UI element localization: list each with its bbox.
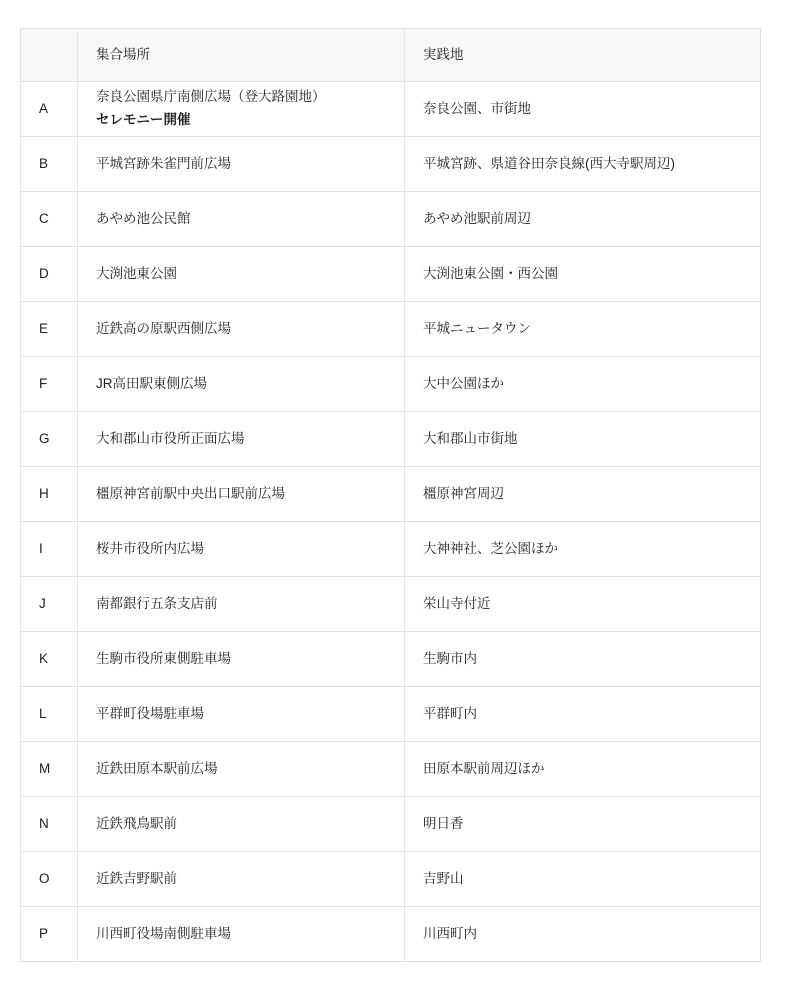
activity-area-cell: 奈良公園、市街地 bbox=[405, 82, 761, 137]
meeting-place-cell bbox=[78, 522, 405, 577]
table-row bbox=[21, 577, 761, 632]
table-row bbox=[21, 247, 761, 302]
meeting-place-note: セレモニー開催 bbox=[96, 112, 191, 127]
activity-area-cell: 平城ニュータウン bbox=[405, 302, 761, 357]
row-key: D bbox=[21, 247, 78, 302]
table-row bbox=[21, 357, 761, 412]
table-row bbox=[21, 467, 761, 522]
meeting-place-cell bbox=[78, 687, 405, 742]
row-key: K bbox=[21, 632, 78, 687]
activity-area-cell: 橿原神宮周辺 bbox=[405, 467, 761, 522]
meeting-place-cell bbox=[78, 82, 405, 137]
table-row bbox=[21, 82, 761, 137]
meeting-place-text: 大渕池東公園 bbox=[96, 265, 177, 281]
row-key: H bbox=[21, 467, 78, 522]
table-row bbox=[21, 687, 761, 742]
activity-area-cell: 大神神社、芝公園ほか bbox=[405, 522, 761, 577]
table-row bbox=[21, 522, 761, 577]
row-key: L bbox=[21, 687, 78, 742]
meeting-place-text: 橿原神宮前駅中央出口駅前広場 bbox=[96, 485, 285, 501]
table-header bbox=[21, 29, 761, 82]
table-row bbox=[21, 797, 761, 852]
meeting-place-text: 川西町役場南側駐車場 bbox=[96, 925, 231, 941]
row-key: C bbox=[21, 192, 78, 247]
activity-area-cell: 栄山寺付近 bbox=[405, 577, 761, 632]
column-header-meeting-place: 集合場所 bbox=[78, 29, 405, 82]
row-key: G bbox=[21, 412, 78, 467]
meeting-place-cell bbox=[78, 577, 405, 632]
meeting-place-cell bbox=[78, 247, 405, 302]
row-key: E bbox=[21, 302, 78, 357]
meeting-place-text: 近鉄田原本駅前広場 bbox=[96, 760, 218, 776]
meeting-place-text: 近鉄吉野駅前 bbox=[96, 870, 177, 886]
table-row bbox=[21, 742, 761, 797]
column-header-key bbox=[21, 29, 78, 82]
meeting-place-cell bbox=[78, 467, 405, 522]
column-header-activity-area: 実践地 bbox=[405, 29, 761, 82]
row-key: B bbox=[21, 137, 78, 192]
row-key: O bbox=[21, 852, 78, 907]
meeting-place-text: 近鉄飛鳥駅前 bbox=[96, 815, 177, 831]
activity-area-cell: 平城宮跡、県道谷田奈良線(西大寺駅周辺) bbox=[405, 137, 761, 192]
meeting-place-text: 平城宮跡朱雀門前広場 bbox=[96, 155, 231, 171]
meeting-place-cell bbox=[78, 357, 405, 412]
meeting-place-cell bbox=[78, 137, 405, 192]
meeting-place-cell bbox=[78, 852, 405, 907]
table-row bbox=[21, 632, 761, 687]
meeting-place-cell bbox=[78, 412, 405, 467]
meeting-place-text: 近鉄高の原駅西側広場 bbox=[96, 320, 231, 336]
table-row bbox=[21, 852, 761, 907]
table-row bbox=[21, 412, 761, 467]
activity-area-cell: あやめ池駅前周辺 bbox=[405, 192, 761, 247]
meeting-place-cell bbox=[78, 797, 405, 852]
table-row bbox=[21, 907, 761, 962]
table-body bbox=[21, 82, 761, 962]
meeting-place-text: あやめ池公民館 bbox=[96, 210, 191, 226]
row-key: A bbox=[21, 82, 78, 137]
activity-area-cell: 明日香 bbox=[405, 797, 761, 852]
meeting-place-text: 南都銀行五条支店前 bbox=[96, 595, 218, 611]
meeting-place-text: JR高田駅東側広場 bbox=[96, 375, 207, 391]
activity-area-cell: 川西町内 bbox=[405, 907, 761, 962]
meeting-place-text: 大和郡山市役所正面広場 bbox=[96, 430, 245, 446]
table-row bbox=[21, 302, 761, 357]
meeting-place-text: 平群町役場駐車場 bbox=[96, 705, 204, 721]
row-key: J bbox=[21, 577, 78, 632]
activity-area-cell: 大和郡山市街地 bbox=[405, 412, 761, 467]
activity-area-cell: 生駒市内 bbox=[405, 632, 761, 687]
activity-area-cell: 吉野山 bbox=[405, 852, 761, 907]
meeting-places-table bbox=[20, 28, 761, 962]
activity-area-cell: 平群町内 bbox=[405, 687, 761, 742]
meeting-place-cell bbox=[78, 632, 405, 687]
meeting-place-text: 奈良公園県庁南側広場（登大路園地） bbox=[96, 89, 326, 105]
row-key: P bbox=[21, 907, 78, 962]
table-row bbox=[21, 137, 761, 192]
row-key: F bbox=[21, 357, 78, 412]
row-key: M bbox=[21, 742, 78, 797]
activity-area-cell: 田原本駅前周辺ほか bbox=[405, 742, 761, 797]
meeting-place-text: 生駒市役所東側駐車場 bbox=[96, 650, 231, 666]
row-key: I bbox=[21, 522, 78, 577]
meeting-place-text: 桜井市役所内広場 bbox=[96, 540, 204, 556]
meeting-place-cell bbox=[78, 742, 405, 797]
table-row bbox=[21, 192, 761, 247]
activity-area-cell: 大渕池東公園・西公園 bbox=[405, 247, 761, 302]
meeting-place-cell bbox=[78, 907, 405, 962]
meeting-place-cell bbox=[78, 302, 405, 357]
activity-area-cell: 大中公園ほか bbox=[405, 357, 761, 412]
row-key: N bbox=[21, 797, 78, 852]
meeting-place-cell bbox=[78, 192, 405, 247]
table-header-row bbox=[21, 29, 761, 82]
